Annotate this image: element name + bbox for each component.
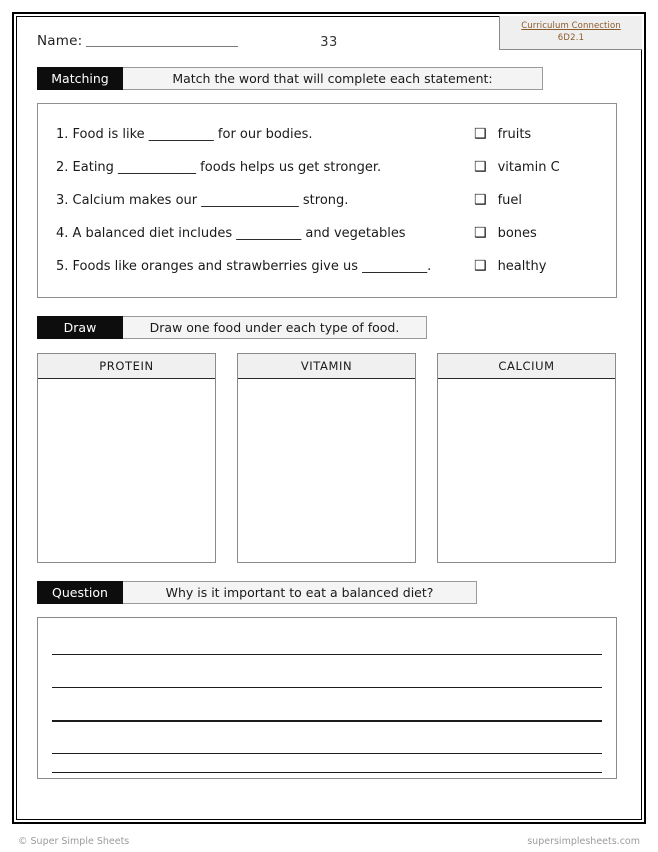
checkbox-icon[interactable]: ❑ <box>474 224 487 241</box>
matching-statement[interactable]: 4. A balanced diet includes __________ and vegetables <box>56 226 406 241</box>
draw-column-calcium <box>437 353 616 563</box>
answer-line[interactable] <box>52 687 602 688</box>
matching-statement[interactable]: 3. Calcium makes our _______________ strong. <box>56 193 349 208</box>
draw-section-tag: Draw <box>37 316 123 339</box>
checkbox-icon[interactable]: ❑ <box>474 257 487 274</box>
word-bank-label: fuel <box>497 193 522 208</box>
curriculum-connection-code: 6D2.1 <box>557 32 585 43</box>
word-bank-label: bones <box>497 226 537 241</box>
worksheet-content <box>17 17 641 819</box>
matching-statement[interactable]: 2. Eating ____________ foods helps us get stronger. <box>56 160 382 175</box>
answer-area[interactable] <box>37 617 617 779</box>
matching-section-header <box>37 67 641 90</box>
answer-line[interactable] <box>52 654 602 655</box>
footer-website: supersimplesheets.com <box>527 835 640 847</box>
draw-column-vitamin <box>237 353 416 563</box>
curriculum-connection-badge <box>499 16 642 50</box>
draw-columns <box>37 353 617 563</box>
checkbox-icon[interactable]: ❑ <box>474 191 487 208</box>
answer-line[interactable] <box>52 753 602 754</box>
matching-section-tag: Matching <box>37 67 123 90</box>
matching-statement[interactable]: 1. Food is like __________ for our bodies. <box>56 127 313 142</box>
checkbox-icon[interactable]: ❑ <box>474 158 487 175</box>
answer-line[interactable] <box>52 772 602 773</box>
draw-section-header <box>37 316 641 339</box>
word-bank-item[interactable] <box>474 118 616 151</box>
draw-column-title: VITAMIN <box>238 354 415 379</box>
page-number: 33 <box>320 35 338 50</box>
word-bank-label: fruits <box>497 127 532 142</box>
worksheet-header <box>17 17 641 67</box>
worksheet-footer <box>12 832 646 850</box>
matching-statements <box>38 118 468 283</box>
draw-column-canvas[interactable] <box>238 379 415 562</box>
question-section-header <box>37 581 641 604</box>
draw-column-canvas[interactable] <box>38 379 215 562</box>
matching-statement[interactable]: 5. Foods like oranges and strawberries give us __________. <box>56 259 432 274</box>
checkbox-icon[interactable]: ❑ <box>474 125 487 142</box>
word-bank-label: healthy <box>497 259 547 274</box>
question-section-prompt: Why is it important to eat a balanced diet? <box>123 581 477 604</box>
word-bank-item[interactable] <box>474 184 616 217</box>
footer-copyright: © Super Simple Sheets <box>18 835 130 847</box>
worksheet-page-inner-border <box>16 16 642 820</box>
matching-word-bank <box>468 118 616 283</box>
word-bank-item[interactable] <box>474 151 616 184</box>
draw-column-protein <box>37 353 216 563</box>
word-bank-item[interactable] <box>474 217 616 250</box>
worksheet-page-border <box>12 12 646 824</box>
question-section-tag: Question <box>37 581 123 604</box>
draw-column-canvas[interactable] <box>438 379 615 562</box>
name-label: Name: <box>37 33 83 49</box>
matching-body <box>37 103 617 298</box>
word-bank-label: vitamin C <box>497 160 560 175</box>
draw-section-prompt: Draw one food under each type of food. <box>123 316 427 339</box>
word-bank-item[interactable] <box>474 250 616 283</box>
matching-section-prompt: Match the word that will complete each statement: <box>123 67 543 90</box>
curriculum-connection-title: Curriculum Connection <box>521 21 621 31</box>
draw-column-title: PROTEIN <box>38 354 215 379</box>
draw-column-title: CALCIUM <box>438 354 615 379</box>
answer-line[interactable] <box>52 720 602 722</box>
